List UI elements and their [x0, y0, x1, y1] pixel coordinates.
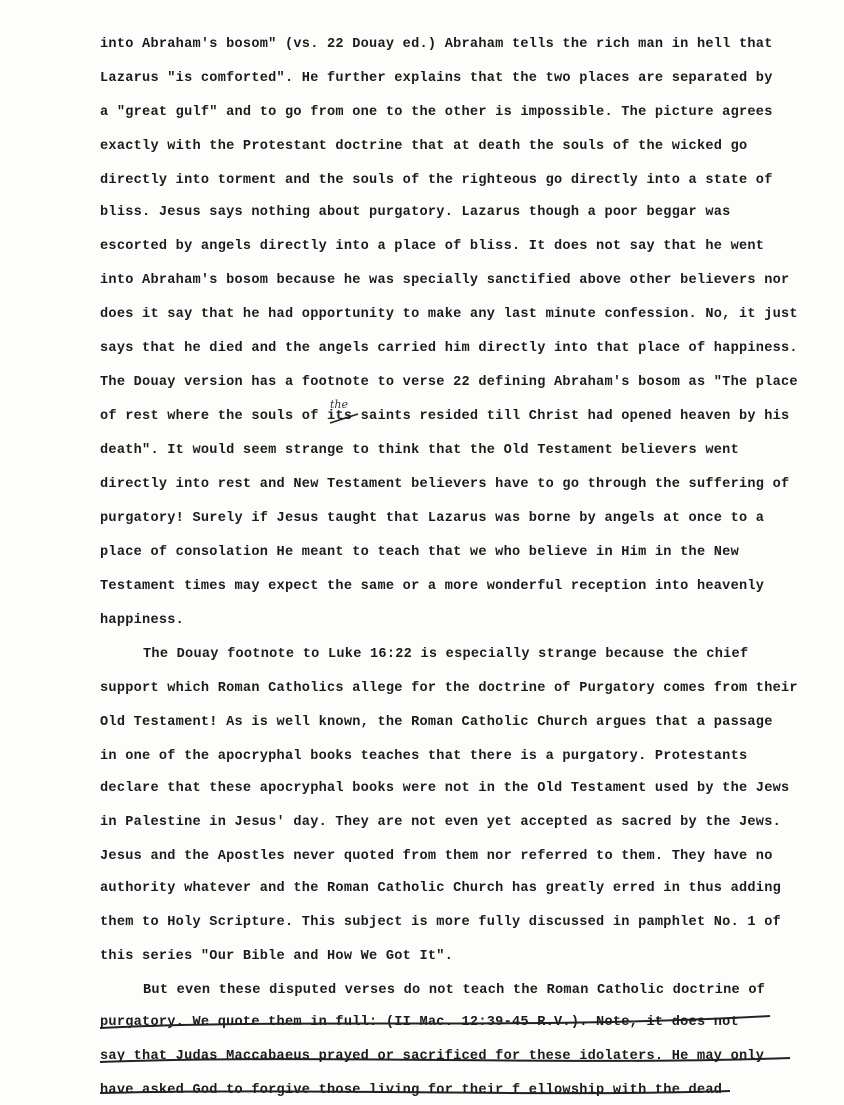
text-line: does it say that he had opportunity to make any last minute confession. No, it just	[100, 307, 798, 322]
text-line: bliss. Jesus says nothing about purgatory. Lazarus though a poor beggar was	[100, 205, 731, 220]
text-line: exactly with the Protestant doctrine that at death the souls of the wicked go	[100, 139, 748, 154]
text-line: purgatory! Surely if Jesus taught that Lazarus was borne by angels at once to a	[100, 511, 765, 526]
text-line: place of consolation He meant to teach that we who believe in Him in the New	[100, 545, 739, 560]
text-line: in Palestine in Jesus' day. They are not even yet accepted as sacred by the Jews.	[100, 815, 782, 830]
text-line: says that he died and the angels carried him directly into that place of happiness.	[100, 341, 798, 356]
text-line: say that Judas Maccabaeus prayed or sacrificed for these idolaters. He may only	[100, 1049, 765, 1064]
text-line: into Abraham's bosom because he was specially sanctified above other believers nor	[100, 273, 790, 288]
text-line: of rest where the souls of its saints resided till Christ had opened heaven by his	[100, 409, 790, 424]
text-line: this series "Our Bible and How We Got It".	[100, 949, 454, 964]
text-line: directly into rest and New Testament believers have to go through the suffering of	[100, 477, 790, 492]
text-line: escorted by angels directly into a place of bliss. It does not say that he went	[100, 239, 765, 254]
interlinear-correction: the	[330, 398, 349, 411]
text-line: happiness.	[100, 613, 185, 628]
text-line: Lazarus "is comforted". He further explains that the two places are separated by	[100, 71, 773, 86]
text-line: Old Testament! As is well known, the Roman Catholic Church argues that a passage	[100, 715, 773, 730]
text-line: The Douay version has a footnote to verse 22 defining Abraham's bosom as "The place	[100, 375, 798, 390]
text-line: Testament times may expect the same or a more wonderful reception into heavenly	[100, 579, 765, 594]
text-line: directly into torment and the souls of the righteous go directly into a state of	[100, 173, 773, 188]
text-line: But even these disputed verses do not teach the Roman Catholic doctrine of	[143, 983, 766, 998]
text-line: Jesus and the Apostles never quoted from them nor referred to them. They have no	[100, 849, 773, 864]
text-line: in one of the apocryphal books teaches that there is a purgatory. Protestants	[100, 749, 748, 764]
text-line: authority whatever and the Roman Catholic Church has greatly erred in thus adding	[100, 881, 782, 896]
text-line: have asked God to forgive those living for their f ellowship with the dead	[100, 1083, 723, 1098]
text-line: them to Holy Scripture. This subject is more fully discussed in pamphlet No. 1 of	[100, 915, 782, 930]
text-line: purgatory. We quote them in full: (II Mac. 12:39-45 R.V.). Note, it does not	[100, 1015, 739, 1030]
text-line: a "great gulf" and to go from one to the other is impossible. The picture agrees	[100, 105, 773, 120]
text-line: support which Roman Catholics allege for the doctrine of Purgatory comes from their	[100, 681, 798, 696]
text-line: into Abraham's bosom" (vs. 22 Douay ed.) Abraham tells the rich man in hell that	[100, 37, 773, 52]
text-line: declare that these apocryphal books were not in the Old Testament used by the Jews	[100, 781, 790, 796]
text-line: death". It would seem strange to think that the Old Testament believers went	[100, 443, 739, 458]
text-line: The Douay footnote to Luke 16:22 is especially strange because the chief	[143, 647, 749, 662]
